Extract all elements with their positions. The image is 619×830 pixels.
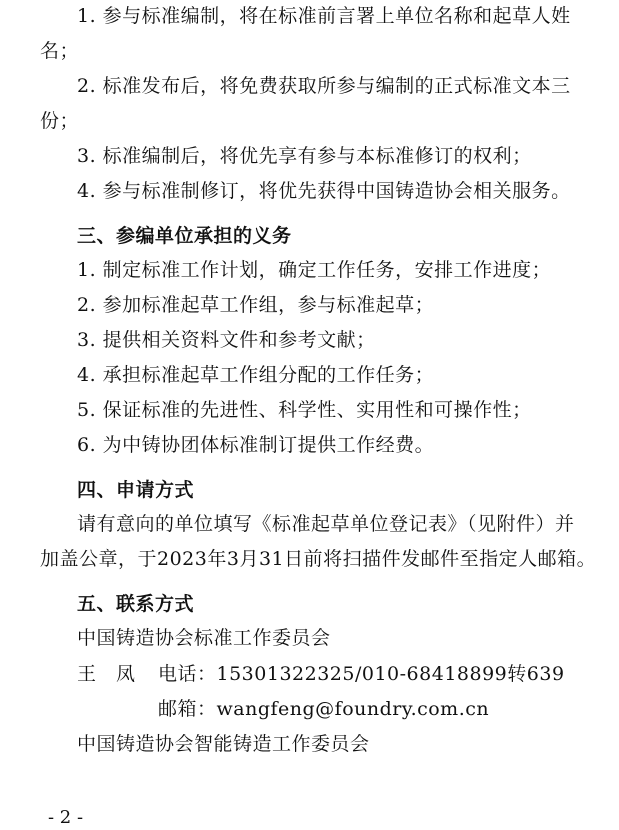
rights-item-2-line-1: 2. 标准发布后，将免费获取所参与编制的正式标准文本三 [77, 75, 571, 97]
obligation-item-4: 4. 承担标准起草工作组分配的工作任务； [77, 364, 435, 386]
contact-org-1: 中国铸造协会标准工作委员会 [77, 627, 331, 649]
contact-org-2: 中国铸造协会智能铸造工作委员会 [77, 733, 370, 755]
contact-person-row [77, 662, 157, 686]
rights-item-2-line-2: 份； [40, 110, 80, 132]
application-line-1: 请有意向的单位填写《标准起草单位登记表》（见附件）并 [77, 513, 575, 535]
rights-item-4: 4. 参与标准制修订，将优先获得中国铸造协会相关服务。 [77, 180, 571, 202]
contact-email: 邮箱：wangfeng@foundry.com.cn [158, 698, 490, 720]
rights-item-3: 3. 标准编制后，将优先享有参与本标准修订的权利； [77, 145, 532, 167]
page-number: - 2 - [48, 807, 84, 828]
obligation-item-1: 1. 制定标准工作计划，确定工作任务，安排工作进度； [77, 259, 552, 281]
rights-item-1-line-1: 1. 参与标准编制，将在标准前言署上单位名称和起草人姓 [77, 5, 571, 27]
obligation-item-5: 5. 保证标准的先进性、科学性、实用性和可操作性； [77, 399, 532, 421]
obligation-item-2: 2. 参加标准起草工作组，参与标准起草； [77, 294, 435, 316]
contact-heading: 五、联系方式 [77, 593, 195, 615]
contact-phone: 电话：15301322325/010-68418899转639 [158, 663, 565, 685]
application-heading: 四、申请方式 [77, 479, 195, 501]
contact-name: 王 凤 [77, 663, 136, 685]
application-line-2: 加盖公章，于2023年3月31日前将扫描件发邮件至指定人邮箱。 [40, 548, 597, 570]
obligation-item-3: 3. 提供相关资料文件和参考文献； [77, 329, 376, 351]
rights-item-1-line-2: 名； [40, 40, 80, 62]
obligation-item-6: 6. 为中铸协团体标准制订提供工作经费。 [77, 434, 435, 456]
obligations-heading: 三、参编单位承担的义务 [77, 225, 292, 247]
